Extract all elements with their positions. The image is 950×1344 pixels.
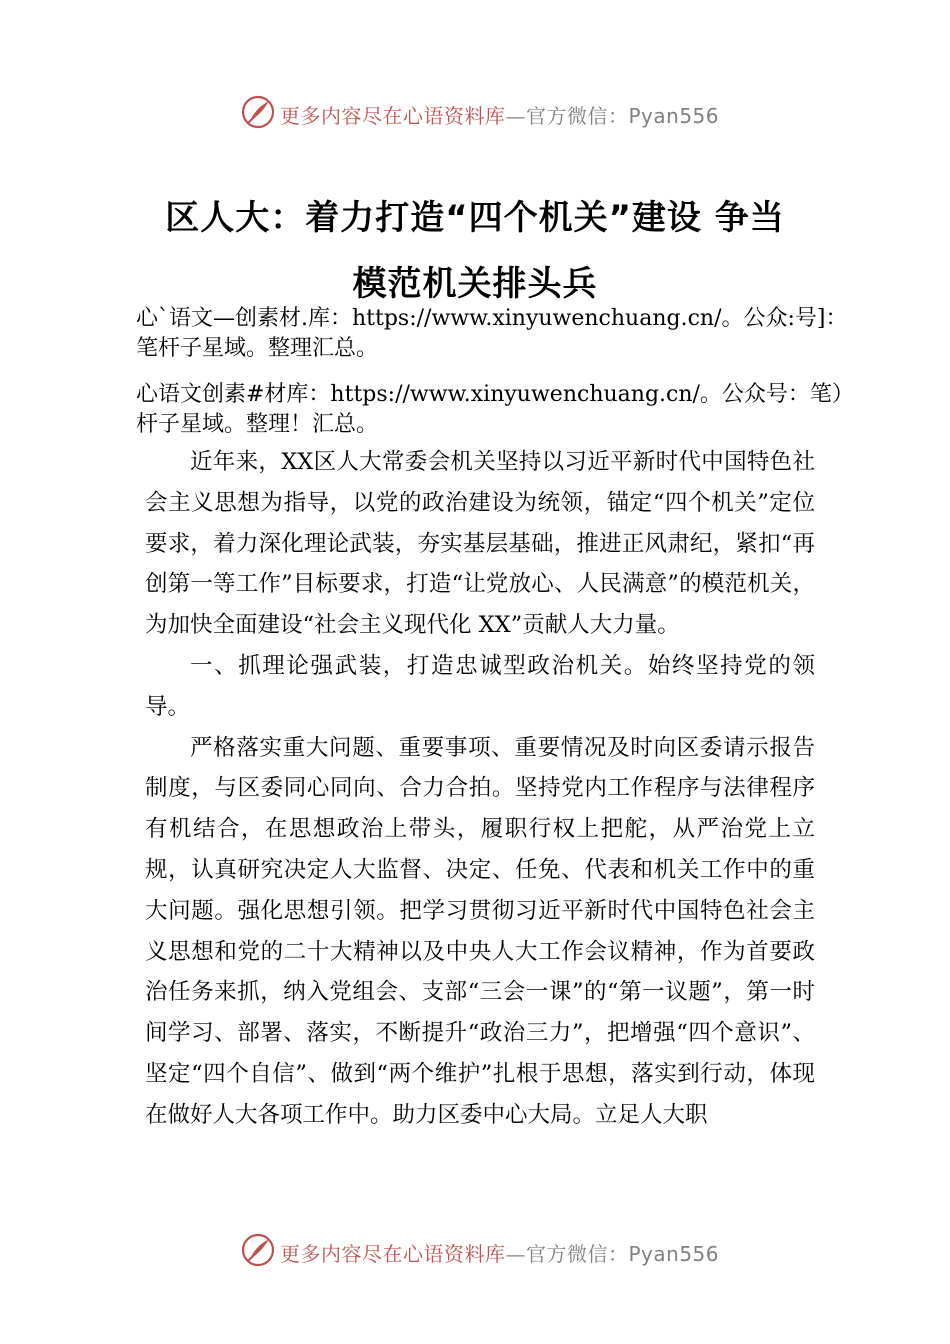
doc-title-line-2: 模范机关排头兵 — [352, 264, 598, 304]
doc-body — [145, 442, 815, 1136]
body-paragraph-intro: 近年来，XX区人大常委会机关坚持以习近平新时代中国特色社会主义思想为指导，以党的政治建设为统领，锚定“四个机关”定位要求，着力深化理论武装，夯实基层基础，推进正风肃纪，紧扣“再创第一等工作”目标要求，打造“让党放心、人民满意”的模范机关，为加快全面建设“社会主义现代化 XX”贡献人大力量。 — [145, 449, 815, 639]
source-note-2: 心语文创素#材库：https://www.xinyuwenchuang.cn/。公众号：笔）杆子星域。整理！汇总。 — [136, 382, 854, 437]
feather-pen-logo-icon — [240, 94, 276, 130]
banner-wechat-id: Pyan556 — [628, 1242, 720, 1266]
feather-pen-logo-icon — [240, 1232, 276, 1268]
banner-main-text: 更多内容尽在心语资料库 — [280, 1242, 506, 1266]
doc-title-line-1: 区人大：着力打造“四个机关”建设 争当 — [165, 198, 785, 238]
body-paragraph-section-1-heading: 一、抓理论强武装，打造忠诚型政治机关。始终坚持党的领导。 — [145, 652, 815, 720]
banner-text — [280, 100, 719, 129]
source-note-1: 心`语文—创素材.库：https://www.xinyuwenchuang.cn/。公众:号]：笔杆子星域。整理汇总。 — [136, 306, 848, 361]
banner-separator-text: —官方微信： — [505, 104, 629, 128]
banner-separator-text: —官方微信： — [505, 1242, 629, 1266]
footer-banner — [0, 1232, 950, 1272]
body-paragraph-section-1-text: 严格落实重大问题、重要事项、重要情况及时向区委请示报告制度，与区委同心同向、合力合拍。坚持党内工作程序与法律程序有机结合，在思想政治上带头，履职行权上把舵，从严治党上立规，认真研究决定人大监督、决定、任免、代表和机关工作中的重大问题。强化思想引领。把学习贯彻习近平新时代中国特色社会主义思想和党的二十大精神以及中央人大工作会议精神，作为首要政治任务来抓，纳入党组会、支部“三会一课”的“第一议题”，第一时间学习、部署、落实，不断提升“政治三力”，把增强“四个意识”、坚定“四个自信”、做到“两个维护”扎根于思想，落实到行动，体现在做好人大各项工作中。助力区委中心大局。立足人大职 — [145, 734, 815, 1128]
banner-main-text: 更多内容尽在心语资料库 — [280, 104, 506, 128]
banner-wechat-id: Pyan556 — [628, 104, 720, 128]
banner-text — [280, 1238, 719, 1267]
header-banner — [0, 94, 950, 134]
